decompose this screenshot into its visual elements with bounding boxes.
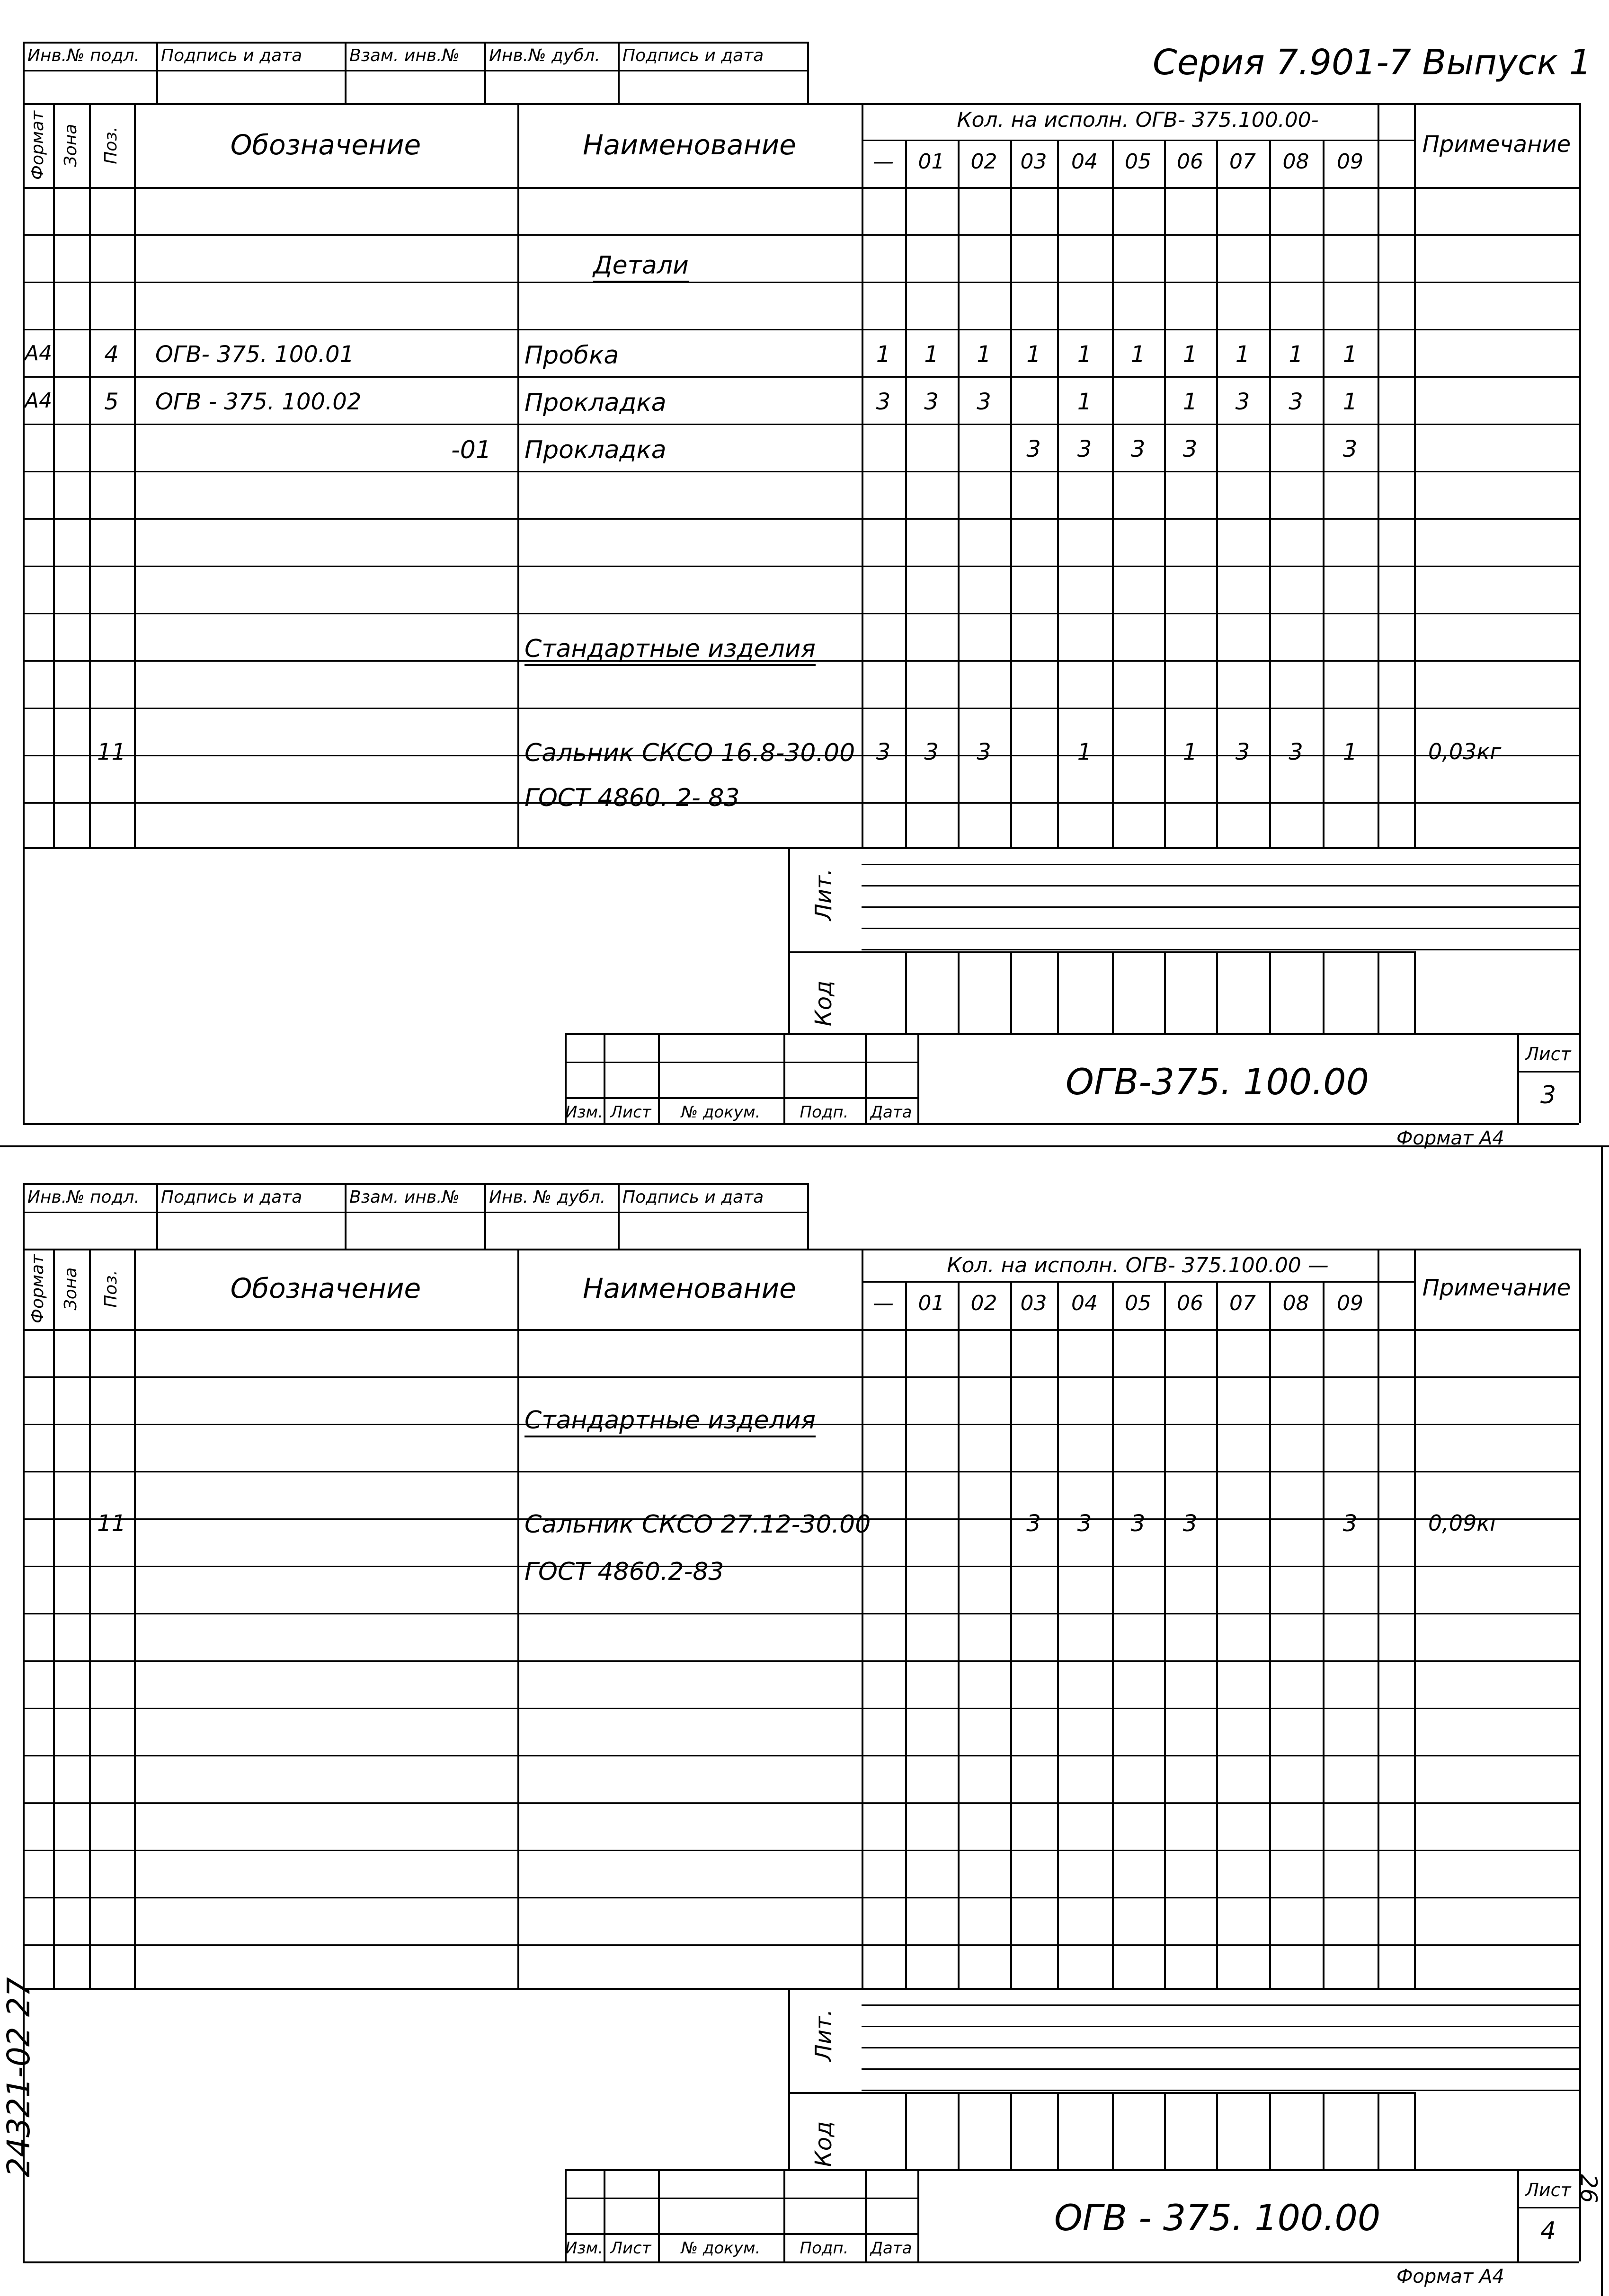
column-header-quantity: Кол. на исполн. ОГВ- 375.100.00-	[957, 108, 1319, 132]
variant-column-6: 06	[1177, 1291, 1203, 1315]
row-quantity: 3	[1289, 389, 1303, 415]
rule-line	[958, 2092, 960, 2169]
rule-line	[862, 2047, 1579, 2048]
rule-line	[23, 471, 1579, 472]
column-header-name: Наименование	[583, 128, 796, 161]
rule-line	[23, 424, 1579, 425]
rule-line	[23, 518, 1579, 520]
variant-column-0: —	[873, 150, 894, 174]
rule-line	[862, 949, 1579, 950]
variant-column-2: 02	[970, 150, 997, 174]
rule-line	[23, 1212, 807, 1213]
series-title: Серия 7.901-7 Выпуск 1	[1153, 42, 1591, 83]
rule-line	[23, 1660, 1579, 1662]
rule-line	[23, 1802, 1579, 1804]
title-block-label: Дата	[870, 1103, 912, 1122]
corner-number: 26	[1575, 2174, 1602, 2203]
row-quantity: 3	[1342, 436, 1358, 462]
row-quantity: 3	[977, 739, 991, 765]
rule-line	[958, 1281, 960, 1988]
row-quantity: 3	[1077, 436, 1092, 462]
rule-line	[134, 103, 136, 847]
rule-line	[807, 42, 809, 103]
variant-column-4: 04	[1071, 150, 1098, 174]
row-position: 11	[97, 1510, 126, 1537]
column-header-position: Поз.	[101, 1270, 121, 1308]
row-quantity: 3	[1026, 1510, 1041, 1537]
rule-line	[1378, 2092, 1379, 2169]
rule-line	[156, 42, 158, 103]
row-quantity: 1	[1342, 341, 1358, 368]
rule-line	[1112, 140, 1114, 847]
variant-column-8: 08	[1282, 150, 1309, 174]
title-block-label: Изм.	[565, 1103, 603, 1122]
rule-line	[484, 42, 486, 103]
sheet-number: 4	[1540, 2217, 1556, 2245]
title-block-label: Лист	[610, 1103, 651, 1122]
rule-line	[565, 2169, 1579, 2171]
stamp-label: Подпись и дата	[622, 1188, 764, 1207]
row-quantity: 3	[924, 739, 939, 765]
lit-label: Лит.	[810, 2009, 837, 2062]
row-quantity: 3	[1182, 1510, 1198, 1537]
rule-line	[23, 42, 25, 103]
rule-line	[517, 1249, 519, 1988]
rule-line	[862, 2026, 1579, 2027]
rule-line	[23, 1708, 1579, 1709]
row-quantity: 3	[1235, 389, 1250, 415]
stamp-label: Взам. инв.№	[349, 1188, 460, 1207]
row-name: ГОСТ 4860. 2- 83	[524, 784, 740, 812]
rule-line	[1164, 1281, 1166, 1988]
rule-line	[1164, 951, 1166, 1033]
rule-line	[1216, 1281, 1218, 1988]
rule-line	[1010, 951, 1012, 1033]
rule-line	[23, 1850, 1579, 1851]
rule-line	[23, 708, 1579, 709]
row-quantity: 1	[1342, 389, 1358, 415]
stamp-label: Инв.№ подл.	[27, 1188, 140, 1207]
row-quantity: 1	[1182, 739, 1198, 765]
rule-line	[484, 1183, 486, 1249]
variant-column-1: 01	[918, 1291, 945, 1315]
rule-line	[53, 103, 55, 847]
rule-line	[23, 42, 807, 44]
rule-line	[23, 1376, 1579, 1378]
rule-line	[788, 847, 790, 1033]
title-block-label: Дата	[870, 2239, 912, 2258]
lit-label: Лит.	[810, 868, 837, 921]
row-note: 0,03кг	[1428, 739, 1502, 764]
stamp-label: Инв.№ подл.	[27, 46, 140, 65]
rule-line	[23, 329, 1579, 330]
rule-line	[862, 885, 1579, 886]
row-quantity: 3	[1289, 739, 1303, 765]
column-header-quantity: Кол. на исполн. ОГВ- 375.100.00 —	[947, 1253, 1329, 1277]
rule-line	[1269, 951, 1271, 1033]
row-name: ГОСТ 4860.2-83	[524, 1558, 724, 1586]
row-quantity: 1	[1342, 739, 1358, 765]
rule-line	[1010, 2092, 1012, 2169]
rule-line	[807, 1183, 809, 1249]
column-header-format: Формат	[28, 1254, 47, 1324]
rule-line	[788, 1988, 790, 2169]
rule-line	[0, 1145, 1609, 1147]
section-heading: Стандартные изделия	[524, 637, 816, 666]
column-header-designation: Обозначение	[230, 128, 421, 161]
rule-line	[1323, 2092, 1325, 2169]
variant-column-6: 06	[1177, 150, 1203, 174]
format-label: Формат А4	[1396, 1127, 1504, 1149]
rule-line	[1216, 2092, 1218, 2169]
row-quantity: 1	[924, 341, 939, 368]
section-heading: Стандартные изделия	[524, 1408, 816, 1437]
sheet-label: Лист	[1525, 1044, 1571, 1064]
row-quantity: 3	[1235, 739, 1250, 765]
row-quantity: 3	[1130, 1510, 1146, 1537]
code-label: Код	[810, 980, 837, 1027]
rule-line	[862, 2090, 1579, 2091]
rule-line	[1601, 1145, 1603, 2296]
rule-line	[23, 70, 807, 71]
column-header-zone: Зона	[61, 124, 80, 167]
rule-line	[517, 103, 519, 847]
rule-line	[862, 1249, 863, 1988]
sheet-number: 3	[1540, 1081, 1556, 1109]
rule-line	[1414, 1249, 1416, 1988]
variant-column-3: 03	[1020, 1291, 1047, 1315]
rule-line	[862, 928, 1579, 929]
rule-line	[1517, 1071, 1579, 1073]
rule-line	[1010, 140, 1012, 847]
rule-line	[1269, 1281, 1271, 1988]
row-quantity: 1	[1130, 341, 1146, 368]
row-quantity: 1	[1077, 341, 1092, 368]
rule-line	[23, 613, 1579, 614]
rule-line	[53, 1249, 55, 1988]
variant-column-7: 07	[1229, 150, 1256, 174]
rule-line	[23, 802, 1579, 804]
rule-line	[862, 103, 863, 847]
rule-line	[905, 951, 907, 1033]
row-quantity: 1	[1182, 389, 1198, 415]
row-format: А4	[25, 341, 53, 365]
stamp-label: Инв.№ дубл.	[489, 46, 600, 65]
document-number: ОГВ-375. 100.00	[1065, 1061, 1369, 1103]
rule-line	[23, 1613, 1579, 1614]
variant-column-5: 05	[1125, 1291, 1151, 1315]
row-quantity: 1	[876, 341, 891, 368]
row-position: 4	[104, 341, 119, 368]
rule-line	[1057, 1281, 1059, 1988]
rule-line	[958, 951, 960, 1033]
rule-line	[23, 1123, 1579, 1125]
rule-line	[1269, 2092, 1271, 2169]
rule-line	[565, 1033, 1579, 1035]
title-block-label: Лист	[610, 2239, 651, 2258]
variant-column-7: 07	[1229, 1291, 1256, 1315]
rule-line	[23, 1897, 1579, 1898]
section-heading: Детали	[593, 253, 689, 283]
rule-line	[23, 1566, 1579, 1567]
title-block-label: Подп.	[800, 1103, 849, 1122]
row-quantity: 1	[977, 341, 991, 368]
rule-line	[345, 42, 347, 103]
column-header-format: Формат	[28, 110, 47, 180]
title-block-label: № докум.	[681, 2239, 761, 2258]
rule-line	[1517, 2207, 1579, 2208]
rule-line	[905, 2092, 907, 2169]
row-quantity: 3	[876, 739, 891, 765]
column-header-note: Примечание	[1422, 1275, 1571, 1301]
rule-line	[862, 2004, 1579, 2006]
format-label: Формат А4	[1396, 2266, 1504, 2287]
title-block-label: Подп.	[800, 2239, 849, 2258]
rule-line	[1579, 1249, 1581, 2261]
rule-line	[1378, 103, 1379, 847]
row-quantity: 1	[1077, 739, 1092, 765]
rule-line	[1414, 2092, 1416, 2169]
rule-line	[89, 103, 91, 847]
row-name: Пробка	[524, 341, 619, 370]
rule-line	[23, 103, 1579, 105]
rule-line	[23, 1183, 25, 1249]
rule-line	[134, 1249, 136, 1988]
variant-column-2: 02	[970, 1291, 997, 1315]
rule-line	[23, 1755, 1579, 1756]
rule-line	[23, 1471, 1579, 1472]
stamp-label: Инв. № дубл.	[489, 1188, 606, 1207]
row-designation: -01	[451, 436, 491, 464]
rule-line	[1010, 1281, 1012, 1988]
row-quantity: 1	[1077, 389, 1092, 415]
row-designation: ОГВ - 375. 100.02	[155, 389, 362, 415]
rule-line	[788, 2092, 1414, 2094]
row-quantity: 3	[876, 389, 891, 415]
rule-line	[862, 1281, 1414, 1283]
rule-line	[1112, 951, 1114, 1033]
variant-column-3: 03	[1020, 150, 1047, 174]
variant-column-8: 08	[1282, 1291, 1309, 1315]
rule-line	[23, 1329, 1579, 1331]
rule-line	[1414, 103, 1416, 847]
stamp-label: Подпись и дата	[161, 1188, 302, 1207]
row-quantity: 1	[1182, 341, 1198, 368]
rule-line	[1323, 1281, 1325, 1988]
rule-line	[23, 847, 1579, 849]
row-quantity: 3	[977, 389, 991, 415]
rule-line	[1057, 951, 1059, 1033]
rule-line	[1414, 951, 1416, 1033]
rule-line	[1216, 951, 1218, 1033]
row-quantity: 1	[1026, 341, 1041, 368]
variant-column-4: 04	[1071, 1291, 1098, 1315]
title-block-label: Изм.	[565, 2239, 603, 2258]
code-label: Код	[810, 2121, 837, 2167]
side-registration-number: 24321-02 27	[0, 1977, 37, 2177]
rule-line	[23, 1944, 1579, 1946]
rule-line	[23, 282, 1579, 283]
rule-line	[1112, 2092, 1114, 2169]
document-number: ОГВ - 375. 100.00	[1054, 2197, 1381, 2239]
rule-line	[23, 1988, 1579, 1990]
variant-column-0: —	[873, 1291, 894, 1315]
variant-column-1: 01	[918, 150, 945, 174]
row-quantity: 3	[1077, 1510, 1092, 1537]
row-quantity: 3	[1026, 436, 1041, 462]
rule-line	[862, 864, 1579, 865]
rule-line	[618, 42, 620, 103]
rule-line	[1057, 2092, 1059, 2169]
rule-line	[862, 2068, 1579, 2070]
column-header-zone: Зона	[61, 1267, 80, 1311]
rule-line	[618, 1183, 620, 1249]
rule-line	[23, 1183, 807, 1185]
rule-line	[1164, 2092, 1166, 2169]
variant-column-9: 09	[1337, 150, 1363, 174]
rule-line	[862, 140, 1414, 141]
variant-column-5: 05	[1125, 150, 1151, 174]
row-position: 5	[104, 389, 119, 415]
row-name: Прокладка	[524, 389, 667, 417]
column-header-position: Поз.	[101, 126, 121, 164]
rule-line	[23, 376, 1579, 378]
row-quantity: 3	[1342, 1510, 1358, 1537]
rule-line	[1112, 1281, 1114, 1988]
rule-line	[1579, 103, 1581, 1123]
row-name: Сальник СКСО 27.12-30.00	[524, 1510, 871, 1539]
row-name: Сальник СКСО 16.8-30.00	[524, 739, 855, 767]
row-quantity: 3	[924, 389, 939, 415]
row-quantity: 1	[1289, 341, 1303, 368]
rule-line	[23, 2261, 1579, 2263]
row-format: А4	[25, 389, 53, 413]
rule-line	[23, 566, 1579, 567]
row-name: Прокладка	[524, 436, 667, 464]
row-quantity: 3	[1130, 436, 1146, 462]
row-note: 0,09кг	[1428, 1510, 1502, 1536]
rule-line	[788, 951, 1414, 953]
rule-line	[862, 906, 1579, 908]
rule-line	[905, 1281, 907, 1988]
rule-line	[23, 1249, 1579, 1250]
rule-line	[1378, 1249, 1379, 1988]
row-quantity: 3	[1182, 436, 1198, 462]
rule-line	[345, 1183, 347, 1249]
stamp-label: Подпись и дата	[622, 46, 764, 65]
rule-line	[1323, 951, 1325, 1033]
stamp-label: Взам. инв.№	[349, 46, 460, 65]
variant-column-9: 09	[1337, 1291, 1363, 1315]
row-position: 11	[97, 739, 126, 765]
rule-line	[23, 187, 1579, 189]
row-designation: ОГВ- 375. 100.01	[155, 341, 355, 368]
column-header-note: Примечание	[1422, 131, 1571, 158]
rule-line	[23, 234, 1579, 236]
rule-line	[1378, 951, 1379, 1033]
sheet-label: Лист	[1525, 2180, 1571, 2200]
stamp-label: Подпись и дата	[161, 46, 302, 65]
column-header-designation: Обозначение	[230, 1272, 421, 1304]
rule-line	[89, 1249, 91, 1988]
row-quantity: 1	[1235, 341, 1250, 368]
column-header-name: Наименование	[583, 1272, 796, 1304]
rule-line	[156, 1183, 158, 1249]
title-block-label: № докум.	[681, 1103, 761, 1122]
